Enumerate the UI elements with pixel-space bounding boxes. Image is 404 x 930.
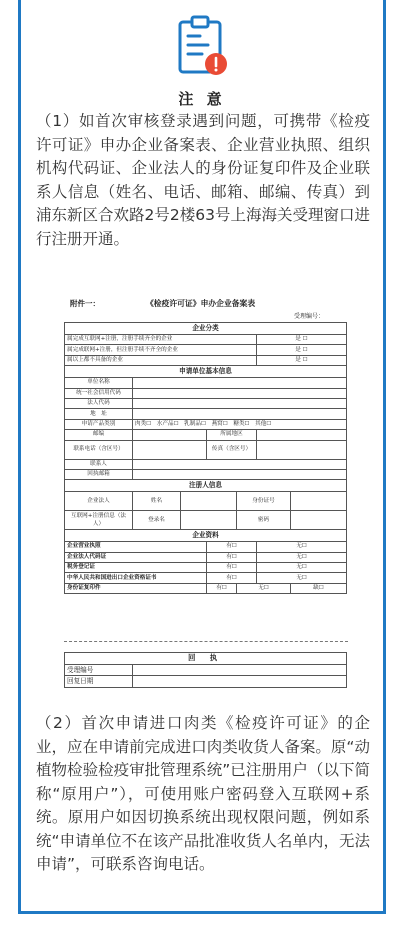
doc-2-none: 无☐ <box>257 552 347 562</box>
field-postcode: 邮编 <box>65 430 133 440</box>
receipt-reply-date: 回复日期 <box>65 676 133 688</box>
notice-title: 注 意 <box>178 90 226 108</box>
doc-5-none: 无☐ <box>237 583 291 593</box>
receipt-accept-number: 受理编号 <box>65 664 133 676</box>
field-region: 所属地区 <box>207 430 257 440</box>
field-login-name: 登录名 <box>133 511 181 530</box>
field-address: 地 址 <box>65 409 133 419</box>
field-contact: 联系人 <box>65 459 133 469</box>
section-category: 企业分类 <box>65 323 347 335</box>
doc-5-have: 有☐ <box>207 583 237 593</box>
section-documents: 企业资料 <box>65 530 347 542</box>
doc-tax-cert: 税务登记证 <box>65 563 207 573</box>
doc-1-none: 无☐ <box>257 542 347 552</box>
doc-3-none: 无☐ <box>257 563 347 573</box>
receipt-table <box>64 652 347 688</box>
doc-2-have: 有☐ <box>207 552 257 562</box>
doc-4-have: 有☐ <box>207 573 257 583</box>
field-unit-name: 单位名称 <box>65 378 133 388</box>
field-reg-name: 姓名 <box>133 492 181 511</box>
clipboard-alert-icon <box>166 12 238 84</box>
doc-trade-cert: 中华人民共和国进出口企业资格证书 <box>65 573 207 583</box>
notice-paragraph-2: （2）首次申请进口肉类《检疫许可证》的企业，应在申请前完成进口肉类收货人备案。原“动植物检验检疫审批管理系统”已注册用户（以下简称“原用户”），可使用账户密码登入互联网+系统。原用户如因切换系统出现权限问题，例如系统“申请单位不在该产品批准收货人名单内，无法申请”，可联系咨询电话。 <box>36 714 370 873</box>
field-password: 密码 <box>237 511 291 530</box>
receipt-table-wrap <box>64 652 346 688</box>
doc-business-license: 企业营业执照 <box>65 542 207 552</box>
section-basic-info: 申请单位基本信息 <box>65 366 347 378</box>
category-yes-3: 是 ☐ <box>257 355 347 365</box>
category-yes-1: 是 ☐ <box>257 335 347 345</box>
field-fax: 传真（含区号） <box>207 440 257 459</box>
accept-number-label: 受理编号： <box>293 313 324 320</box>
category-yes-2: 是 ☐ <box>257 345 347 355</box>
category-row-1: 属完成互联网+注册，注册手续齐全的企业 <box>65 335 257 345</box>
doc-4-none: 无☐ <box>257 573 347 583</box>
receipt-title: 回 执 <box>65 653 347 665</box>
doc-5-lack: 缺☐ <box>291 583 347 593</box>
value-id-number <box>291 492 347 511</box>
value-email <box>133 469 347 479</box>
notice-paragraph-1: （1）如首次审核登录遇到问题，可携带《检疫许可证》申办企业备案表、企业营业执照、组织机构代码证、企业法人的身份证复印件及企业联系人信息（姓名、电话、邮箱、邮编、传真）到浦东新区合欢路2号2楼63号上海海关受理窗口进行注册开通。 <box>36 112 370 248</box>
attachment-label: 附件一： <box>70 299 100 308</box>
field-product-category: 申请产品类别 <box>65 419 133 429</box>
field-legal-person: 企业法人 <box>65 492 133 511</box>
section-registrant: 注册人信息 <box>65 480 347 492</box>
value-unit-name <box>133 378 347 388</box>
product-options: 肉类☐ 水产品☐ 乳制品☐ 燕窝☐ 糖类☐ 其他☐ <box>133 419 347 429</box>
value-login-name <box>181 511 237 530</box>
form-title: 《检疫许可证》申办企业备案表 <box>146 299 256 308</box>
doc-id-copy: 身份证复印件 <box>65 583 207 593</box>
field-id-number: 身份证号 <box>237 492 291 511</box>
value-phone <box>133 440 207 459</box>
value-legal-code <box>133 398 347 408</box>
value-reg-name <box>181 492 237 511</box>
receipt-reply-date-value <box>133 676 347 688</box>
field-internet-reg: 互联网+注册信息（法人） <box>65 511 133 530</box>
field-credit-code: 统一社会信用代码 <box>65 388 133 398</box>
doc-3-have: 有☐ <box>207 563 257 573</box>
value-region <box>257 430 347 440</box>
value-contact <box>133 459 347 469</box>
value-credit-code <box>133 388 347 398</box>
receipt-accept-number-value <box>133 664 347 676</box>
value-fax <box>257 440 347 459</box>
field-legal-code: 法人代码 <box>65 398 133 408</box>
doc-legal-code-cert: 企业法人代码证 <box>65 552 207 562</box>
value-address <box>133 409 347 419</box>
form-table <box>64 322 347 594</box>
value-postcode <box>133 430 207 440</box>
registration-form <box>64 296 346 594</box>
field-email: 回执邮箱 <box>65 469 133 479</box>
field-phone: 联系电话（含区号） <box>65 440 133 459</box>
value-password <box>291 511 347 530</box>
doc-1-have: 有☐ <box>207 542 257 552</box>
category-row-2: 属完成联网+注册，但注册手续不齐全的企业 <box>65 345 257 355</box>
category-row-3: 属以上都不具备的企业 <box>65 355 257 365</box>
cut-line <box>64 641 348 642</box>
